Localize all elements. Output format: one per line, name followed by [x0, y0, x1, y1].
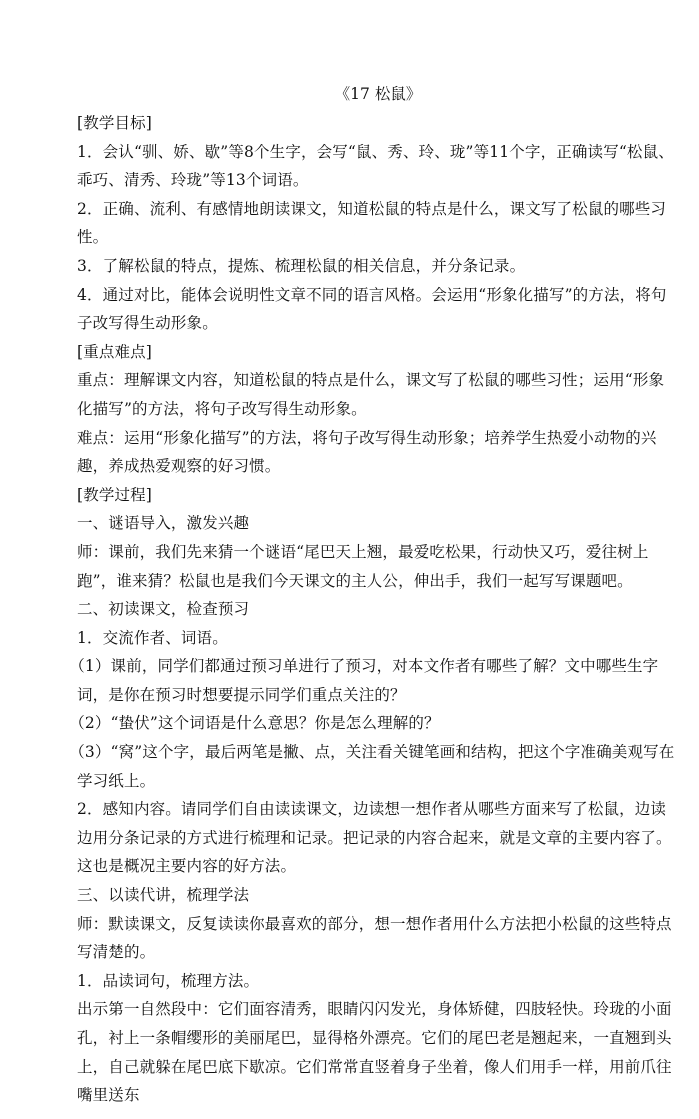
- section-heading-objectives: [教学目标]: [77, 114, 152, 132]
- step-2-sub-3: （3）“窝”这个字，最后两笔是撇、点，关注看关键笔画和结构，把这个字准确美观写在学习纸上。: [69, 743, 675, 790]
- objective-1: 1．会认“驯、娇、歇”等8个生字，会写“鼠、秀、玲、珑”等11个字，正确读写“松鼠、乖巧、清秀、玲珑”等13个词语。: [77, 142, 674, 190]
- objective-2: 2．正确、流利、有感情地朗读课文，知道松鼠的特点是什么，课文写了松鼠的哪些习性。: [77, 199, 667, 247]
- step-3-text: 师：默读课文，反复读读你最喜欢的部分，想一想作者用什么方法把小松鼠的这些特点写清楚的。: [77, 914, 672, 962]
- difficult-point: 难点：运用“形象化描写”的方法，将句子改写得生动形象；培养学生热爱小动物的兴趣，养成热爱观察的好习惯。: [77, 428, 657, 476]
- key-point: 重点：理解课文内容，知道松鼠的特点是什么，课文写了松鼠的哪些习性；运用“形象化描写”的方法，将句子改写得生动形象。: [77, 371, 665, 418]
- section-heading-key-points: [重点难点]: [77, 342, 152, 361]
- step-2-item-1: 1．交流作者、词语。: [77, 628, 228, 647]
- step-3-heading: 三、以读代讲，梳理学法: [77, 886, 250, 905]
- step-2-sub-1: （1）课前，同学们都通过预习单进行了预习，对本文作者有哪些了解？文中哪些生字词，是你在预习时想要提示同学们重点关注的？: [69, 657, 659, 704]
- section-heading-process: [教学过程]: [77, 485, 152, 504]
- step-1-heading: 一、谜语导入，激发兴趣: [77, 514, 250, 533]
- step-3-excerpt: 出示第一自然段中：它们面容清秀，眼睛闪闪发光，身体矫健，四肢轻快。玲珑的小面孔，衬上一条帽缨形的美丽尾巴，显得格外漂亮。它们的尾巴老是翘起来，一直翘到头上，自己就躲在尾巴底下歇凉。它们常常直竖着身子坐着，像人们用手一样，用前爪往嘴里送东: [77, 1000, 672, 1105]
- step-1-text: 师：课前，我们先来猜一个谜语“尾巴天上翘，最爱吃松果，行动快又巧，爱往树上跑”，谁来猜？松鼠也是我们今天课文的主人公，伸出手，我们一起写写课题吧。: [77, 542, 649, 590]
- step-2-heading: 二、初读课文，检查预习: [77, 600, 250, 619]
- lesson-title: 《17 松鼠》: [334, 85, 422, 103]
- objective-4: 4．通过对比，能体会说明性文章不同的语言风格。会运用“形象化描写”的方法，将句子改写得生动形象。: [77, 285, 667, 333]
- step-3-item-1: 1．品读词句，梳理方法。: [77, 971, 260, 990]
- step-2-item-2: 2．感知内容。请同学们自由读读课文，边读想一想作者从哪些方面来写了松鼠，边读边用分条记录的方式进行梳理和记录。把记录的内容合起来，就是文章的主要内容了。这也是概况主要内容的好方法。: [77, 800, 672, 876]
- objective-3: 3．了解松鼠的特点，提炼、梳理松鼠的相关信息，并分条记录。: [77, 256, 526, 275]
- step-2-sub-2: （2）“蛰伏”这个词语是什么意思？你是怎么理解的？: [69, 714, 440, 733]
